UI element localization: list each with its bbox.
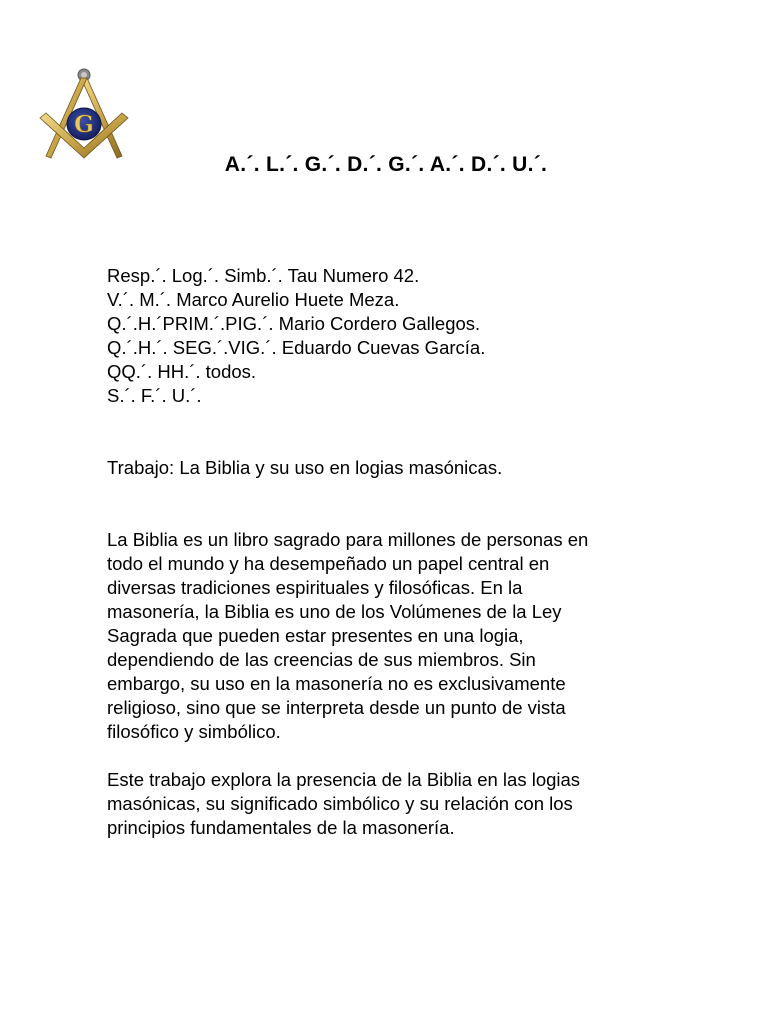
document-title: A.´. L.´. G.´. D.´. G.´. A.´. D.´. U.´. [224, 153, 548, 176]
paragraph-line: embargo, su uso en la masonería no es exclusivamente [107, 673, 566, 694]
salutation-line: Q.´.H.´PRIM.´.PIG.´. Mario Cordero Gallegos. [107, 313, 481, 334]
square-and-compasses-emblem-icon [38, 66, 130, 162]
paragraph-line: principios fundamentales de la masonería. [107, 817, 455, 838]
paragraph [107, 528, 647, 744]
work-title: Trabajo: La Biblia y su uso en logias masónicas. [107, 457, 503, 478]
salutations-block [107, 264, 647, 408]
document-body [107, 264, 647, 840]
paragraph-line: dependiendo de las creencias de sus miembros. Sin [107, 649, 536, 670]
paragraph-line: masonería, la Biblia es uno de los Volúmenes de la Ley [107, 601, 562, 622]
emblem-letter: G [74, 111, 94, 138]
salutation-line: Q.´.H.´. SEG.´.VIG.´. Eduardo Cuevas García. [107, 337, 486, 358]
paragraph-line: Sagrada que pueden estar presentes en una logia, [107, 625, 524, 646]
emblem-svg [38, 66, 130, 162]
paragraph [107, 768, 647, 840]
paragraph-line: todo el mundo y ha desempeñado un papel central en [107, 553, 550, 574]
paragraph-line: La Biblia es un libro sagrado para millones de personas en [107, 529, 589, 550]
salutation-line: V.´. M.´. Marco Aurelio Huete Meza. [107, 289, 400, 310]
paragraph-line: religioso, sino que se interpreta desde un punto de vista [107, 697, 566, 718]
paragraph-line: masónicas, su significado simbólico y su relación con los [107, 793, 573, 814]
paragraph-line: filosófico y simbólico. [107, 721, 281, 742]
paragraph-line: diversas tradiciones espirituales y filosóficas. En la [107, 577, 523, 598]
salutation-line: QQ.´. HH.´. todos. [107, 361, 257, 382]
paragraph-line: Este trabajo explora la presencia de la Biblia en las logias [107, 769, 581, 790]
salutation-line: Resp.´. Log.´. Simb.´. Tau Numero 42. [107, 265, 420, 286]
salutation-line: S.´. F.´. U.´. [107, 385, 202, 406]
